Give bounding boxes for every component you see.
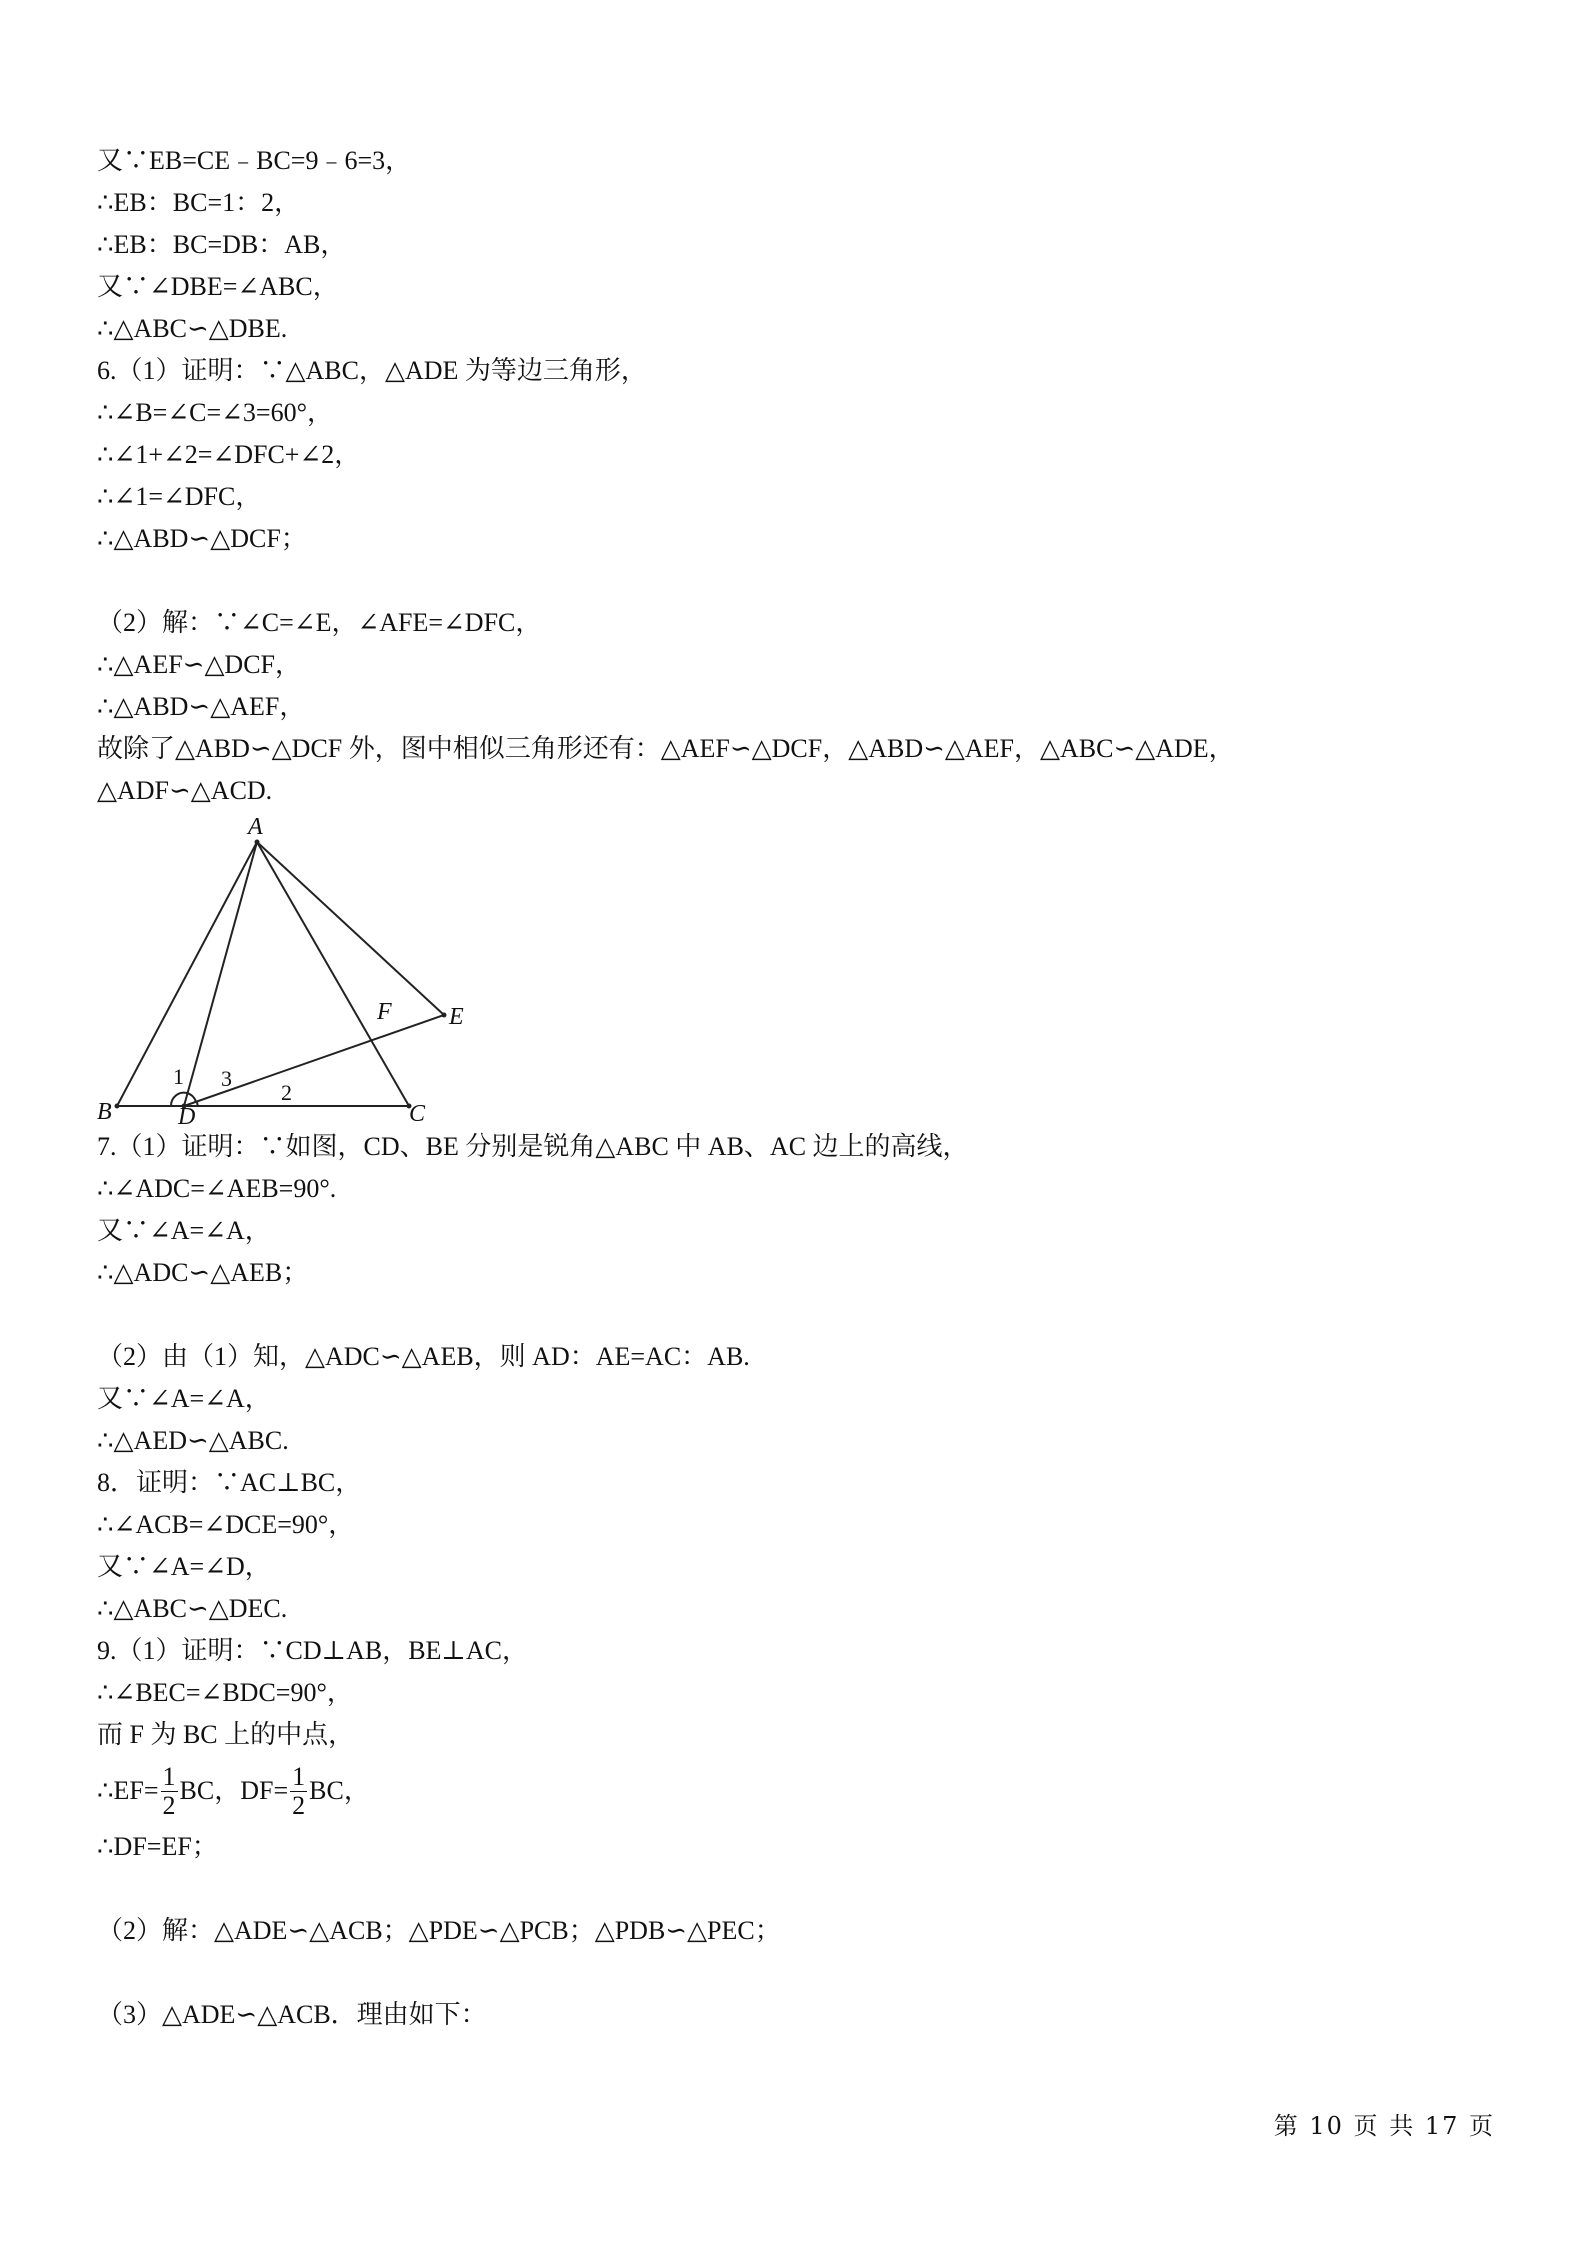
text-line: △ADF∽△ACD. [97,776,273,805]
text-line: ∴∠B=∠C=∠3=60°， [97,398,333,427]
text-line: 故除了△ABD∽△DCF 外，图中相似三角形还有：△AEF∽△DCF，△ABD∽△AEF，△ABC∽△ADE， [97,734,1235,763]
text-line: （2）解：∵∠C=∠E，∠AFE=∠DFC， [97,608,542,637]
text-line: （2）由（1）知，△ADC∽△AEB，则 AD：AE=AC：AB. [97,1342,750,1371]
segment-ac [257,842,409,1106]
segment-ae [257,842,444,1015]
angle-arc-2 [197,1102,198,1106]
text-line: ∴△ABC∽△DBE. [97,314,288,343]
angle-label-1: 1 [173,1064,184,1089]
text-line: ∴∠ACB=∠DCE=90°， [97,1510,355,1539]
page-content [97,140,1497,2036]
text-line: 7.（1）证明：∵如图，CD、BE 分别是锐角△ABC 中 AB、AC 边上的高线， [97,1132,969,1161]
text-block-b [97,1126,1497,1756]
text-line: 又∵∠A=∠A， [97,1384,271,1413]
text-line: ∴EB：BC=DB：AB， [97,230,347,259]
angle-arc-3 [187,1093,196,1102]
text-line: 又∵∠A=∠D， [97,1552,271,1581]
segment-de [184,1015,444,1106]
label-b: B [97,1099,112,1124]
fraction-numerator: 1 [292,1761,306,1791]
triangle-figure [97,814,497,1124]
fraction-half [161,1763,178,1820]
page-number-footer: 第 10 页 共 17 页 [1273,2112,1495,2140]
text-line: ∴∠1=∠DFC， [97,482,262,511]
fraction-line-part: BC， [309,1776,370,1805]
text-line: （3）△ADE∽△ACB．理由如下： [97,2000,487,2029]
fraction-line-part: ∴EF= [97,1776,159,1805]
angle-label-2: 2 [281,1080,292,1105]
text-line: 又∵∠A=∠A， [97,1216,271,1245]
text-block-c [97,1826,1497,2036]
point-a [255,840,260,845]
segment-ab [117,842,257,1106]
text-line: ∴∠1+∠2=∠DFC+∠2， [97,440,361,469]
text-line: ∴△ABD∽△AEF， [97,692,306,721]
fraction-denominator: 2 [292,1790,306,1820]
text-line: ∴△ABC∽△DEC. [97,1594,288,1623]
fraction-denominator: 2 [162,1790,176,1820]
blank-line [97,1952,1497,1994]
text-line: 9.（1）证明：∵CD⊥AB，BE⊥AC， [97,1636,528,1665]
text-line: ∴△ADC∽△AEB； [97,1258,309,1287]
text-line: 而 F 为 BC 上的中点， [97,1720,355,1749]
label-a: A [248,814,263,840]
fraction-half [290,1763,307,1820]
text-line: （2）解：△ADE∽△ACB；△PDE∽△PCB；△PDB∽△PEC； [97,1916,781,1945]
label-c: C [409,1101,426,1124]
blank-line [97,1868,1497,1910]
fraction-line-part: BC，DF= [179,1776,289,1805]
text-line: ∴DF=EF； [97,1832,218,1861]
text-line: ∴△AED∽△ABC. [97,1426,289,1455]
fraction-numerator: 1 [162,1761,176,1791]
label-d: D [178,1104,196,1124]
text-line: ∴△AEF∽△DCF， [97,650,302,679]
blank-line [97,1294,1497,1336]
blank-line [97,560,1497,602]
angle-label-3: 3 [221,1066,232,1091]
text-block-a [97,140,1497,812]
text-line: ∴∠ADC=∠AEB=90°. [97,1174,337,1203]
text-line: 8．证明：∵AC⊥BC， [97,1468,362,1497]
fraction-line [97,1756,1497,1826]
text-line: ∴∠BEC=∠BDC=90°， [97,1678,353,1707]
text-line: 6.（1）证明：∵△ABC，△ADE 为等边三角形， [97,356,647,385]
point-b [115,1104,120,1109]
point-e [442,1013,447,1018]
text-line: 又∵EB=CE﹣BC=9﹣6=3， [97,146,412,175]
text-line: ∴EB：BC=1：2， [97,188,301,217]
text-line: ∴△ABD∽△DCF； [97,524,307,553]
label-f: F [377,999,392,1025]
label-e: E [449,1004,464,1030]
text-line: 又∵∠DBE=∠ABC， [97,272,339,301]
